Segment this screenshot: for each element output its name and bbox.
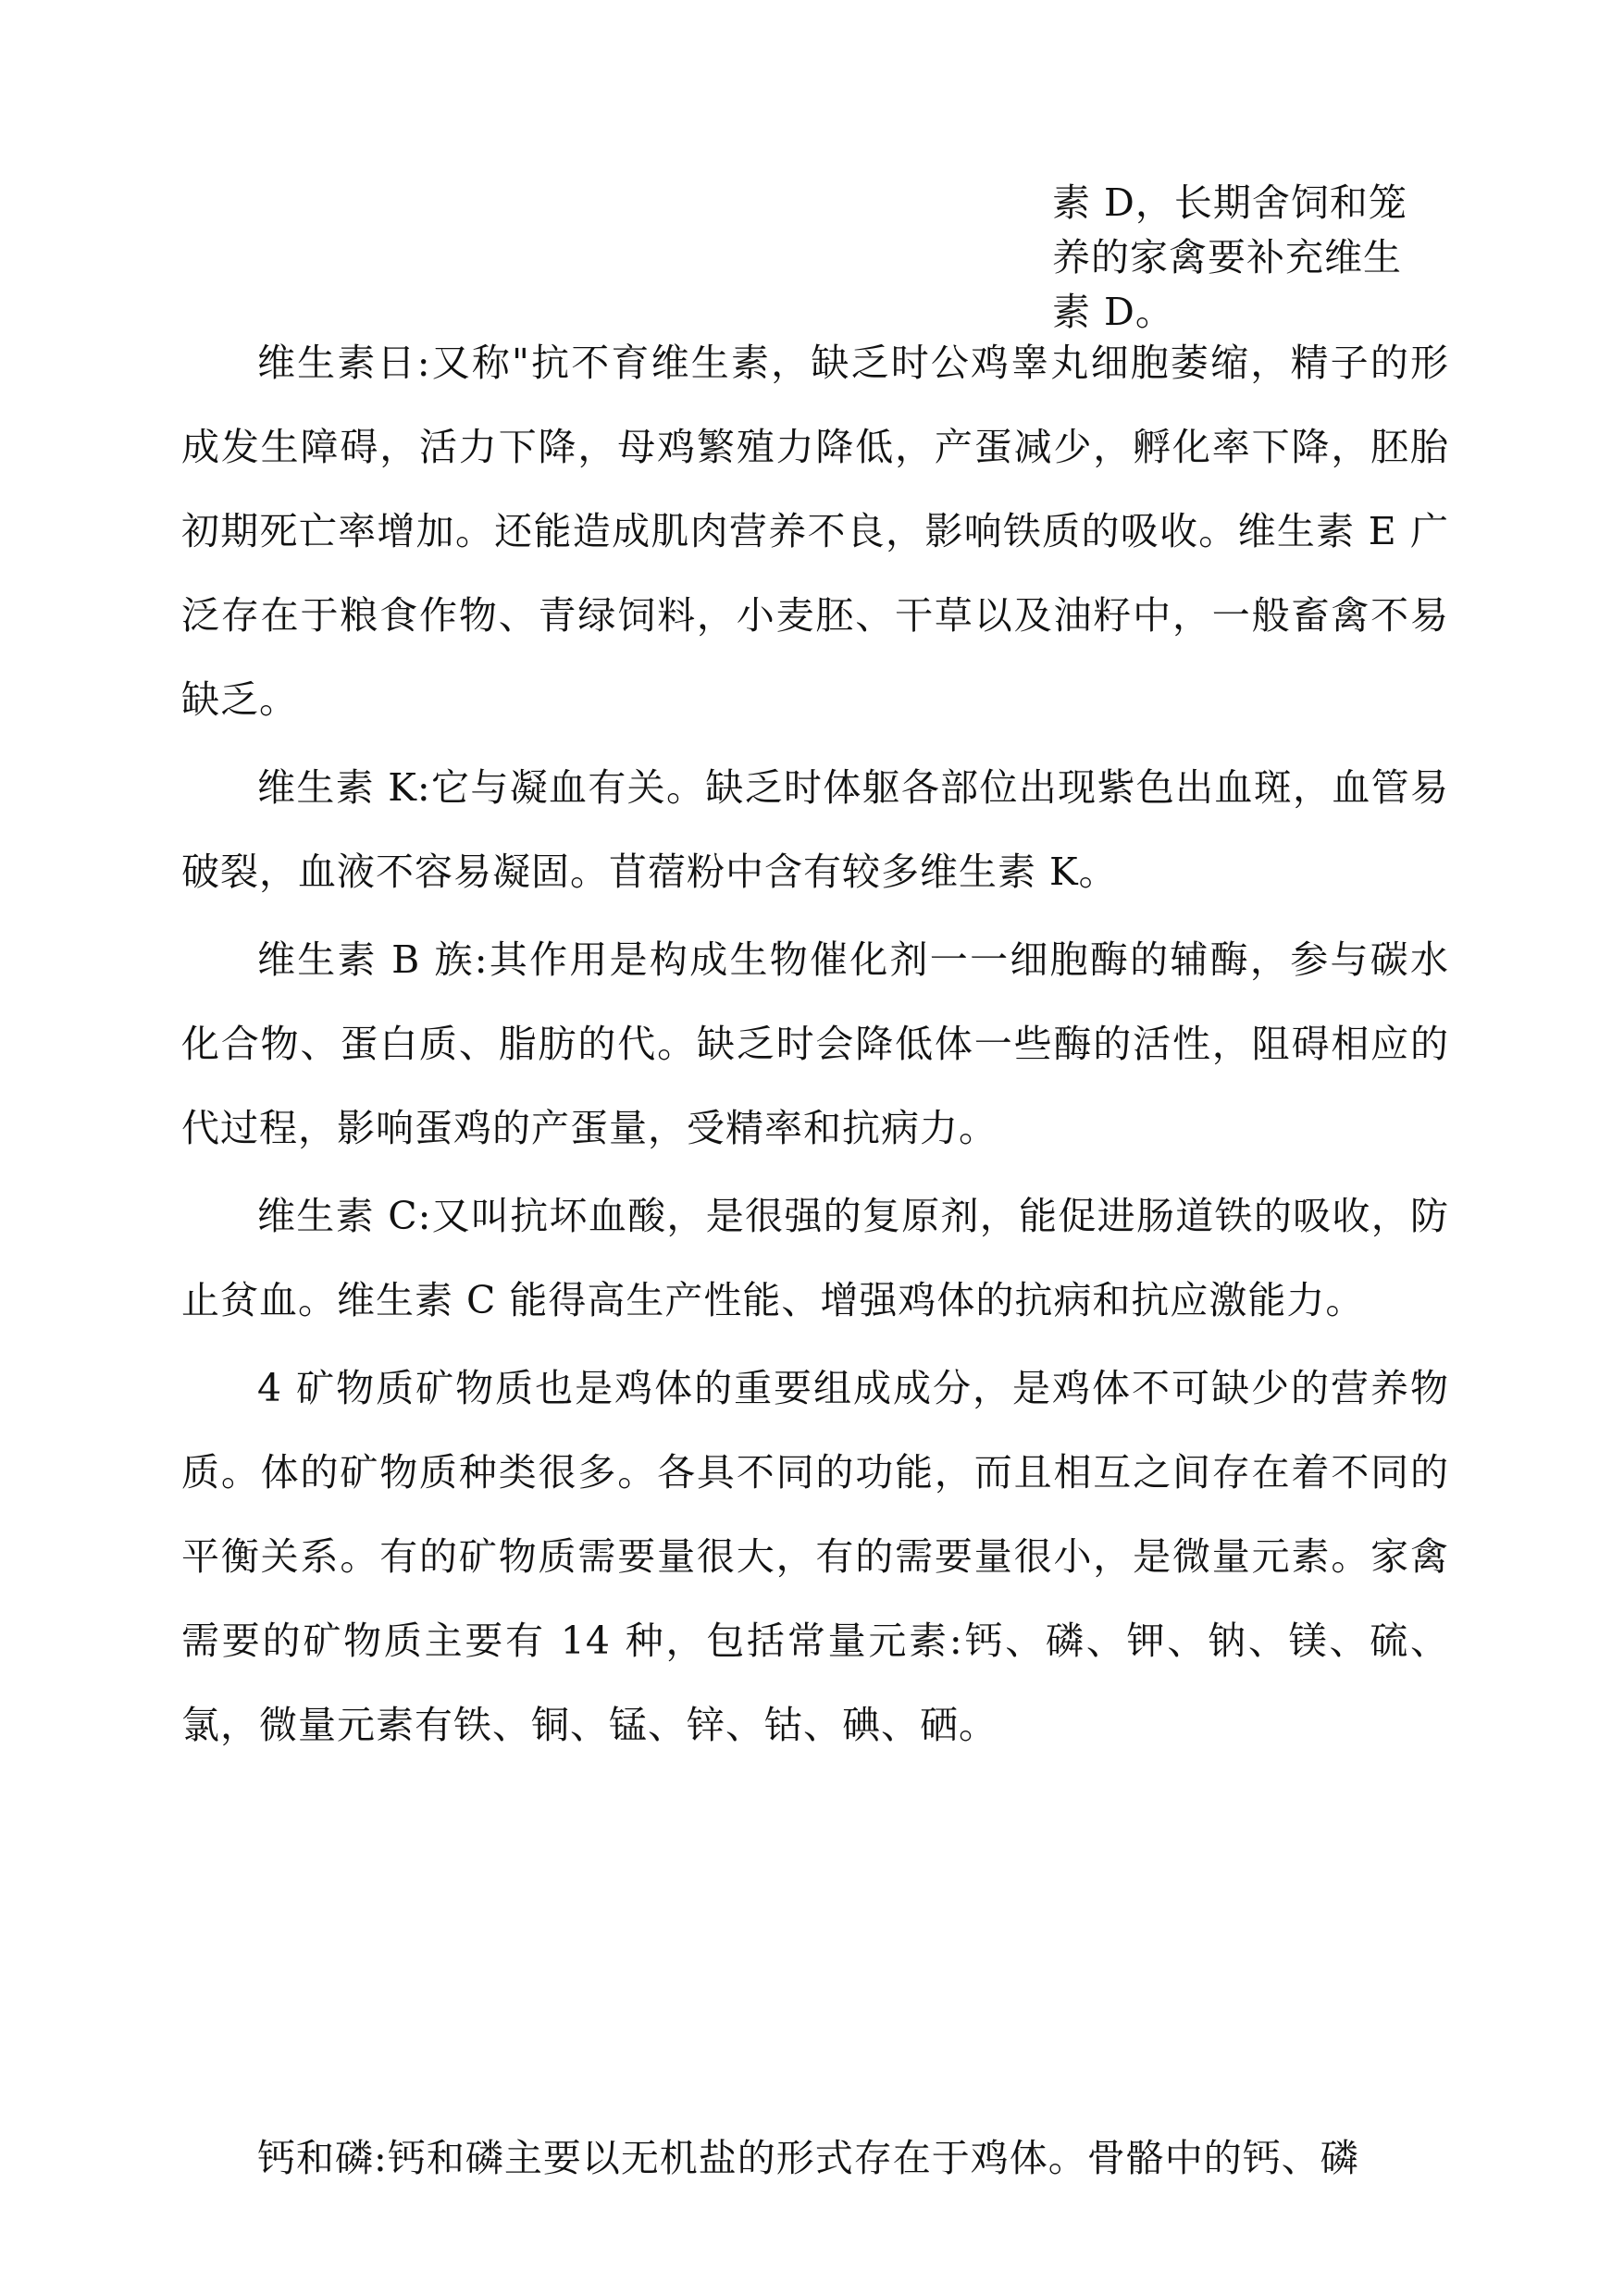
body-text xyxy=(181,321,1449,1768)
side-column-line: 养的家禽要补充维生 xyxy=(1052,235,1402,279)
paragraph-vitamin-k: 维生素 K:它与凝血有关。缺乏时体躯各部位出现紫色出血斑，血管易破裂，血液不容易凝固。苜蓿粉中含有较多维生素 K。 xyxy=(181,765,1449,894)
paragraph-calcium-phosphorus: 钙和磷:钙和磷主要以无机盐的形式存在于鸡体。骨骼中的钙、磷 xyxy=(257,2136,1359,2180)
side-column-line: 素 D。 xyxy=(1052,290,1174,334)
paragraph-vitamin-b: 维生素 B 族:其作用是构成生物催化剂一一细胞酶的辅酶，参与碳水化合物、蛋白质、脂肪的代。缺乏时会降低体一些酶的活性，阻碍相应的代过程，影响蛋鸡的产蛋量，受精率和抗病力。 xyxy=(181,937,1449,1150)
side-column-text xyxy=(1052,176,1459,340)
paragraph-minerals: 4 矿物质矿物质也是鸡体的重要组成成分，是鸡体不可缺少的营养物质。体的矿物质种类很多。各具不同的功能，而且相互之间存在着不同的平衡关系。有的矿物质需要量很大，有的需要量很小，是微量元素。家禽需要的矿物质主要有 14 种，包括常量元素:钙、磷、钾、钠、镁、硫、氯，微量元素有铁、铜、锰、锌、钴、碘、硒。 xyxy=(181,1366,1449,1747)
paragraph-vitamin-c: 维生素 C:又叫抗坏血酸，是很强的复原剂，能促进肠道铁的吸收，防止贫血。维生素 C 能得高生产性能、增强鸡体的抗病和抗应激能力。 xyxy=(181,1194,1449,1322)
side-column-line: 素 D，长期舍饲和笼 xyxy=(1052,180,1407,225)
paragraph-vitamin-e: 维生素日:又称"抗不育维生素，缺乏时公鸡睾丸细胞萎缩，精子的形成发生障碍，活力下降，母鸡繁殖力降低，产蛋减少，孵化率下降，胚胎初期死亡率增加。还能造成肌肉营养不良，影响铁质的吸收。维生素 E 广泛存在于粮食作物、青绿饲料，小麦胚、干草以及油籽中，一般畜禽不易缺乏。 xyxy=(181,341,1449,722)
